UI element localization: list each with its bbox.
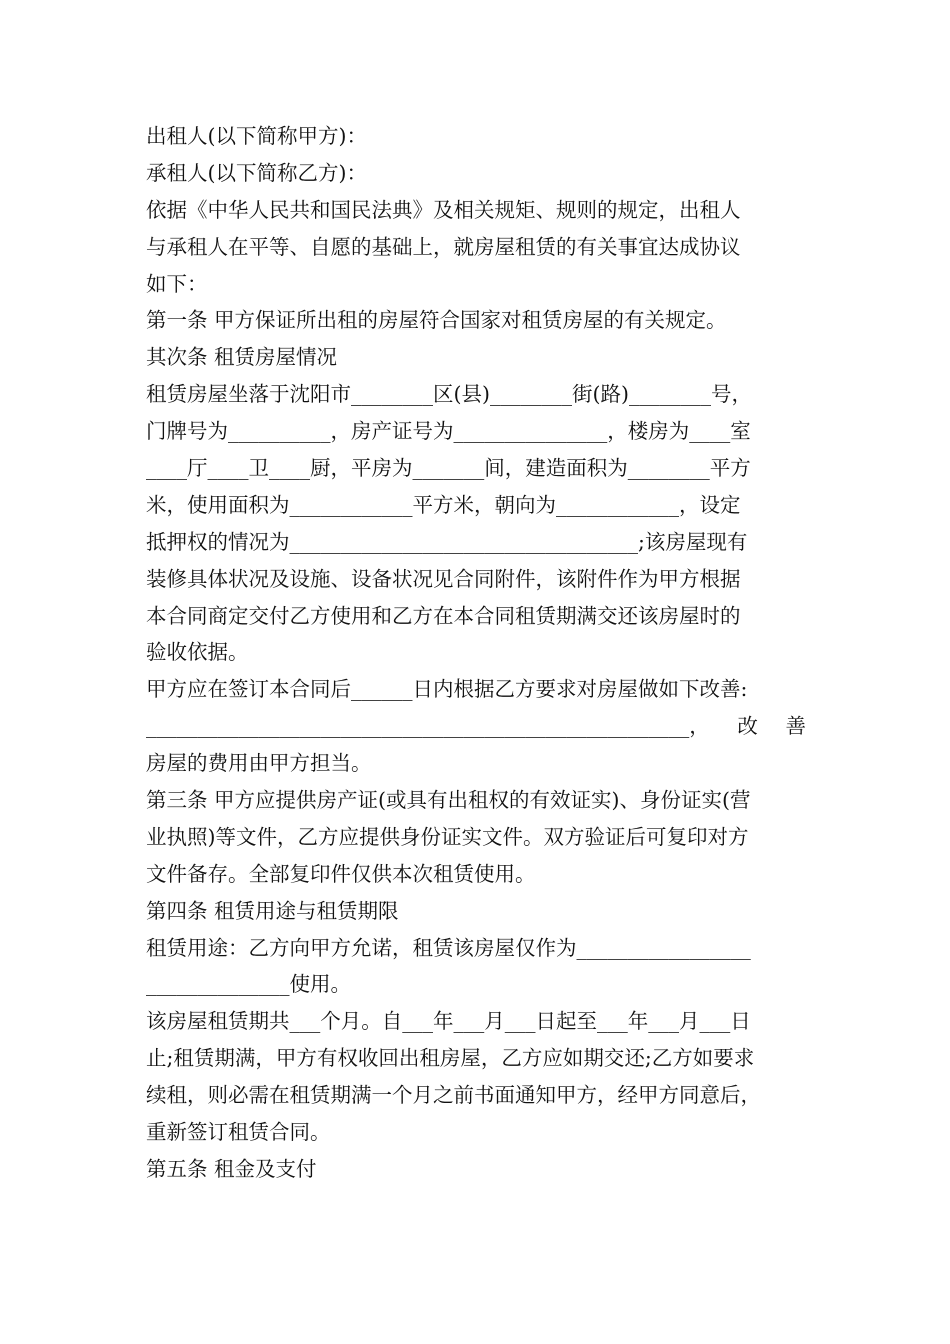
improvement-blank: _____________________________________________________， (146, 714, 710, 739)
article-4-line-1: 租赁用途：乙方向甲方允诺，租赁该房屋仅作为_________________ (146, 935, 751, 960)
article-3-line-3: 文件备存。全部复印件仅供本次租赁使用。 (146, 861, 536, 886)
article-1-line: 第一条 甲方保证所出租的房屋符合国家对租赁房屋的有关规定。 (146, 308, 727, 333)
article-2-heading: 其次条 租赁房屋情况 (146, 345, 338, 370)
contract-page (146, 118, 806, 1188)
article-2-line-6: 装修具体状况及设施、设备状况见合同附件，该附件作为甲方根据 (146, 566, 741, 591)
improvement-word-1: 改 (737, 714, 758, 739)
article-3-line-2: 业执照)等文件，乙方应提供身份证实文件。双方验证后可复印对方 (146, 824, 749, 849)
improvement-line-3: 房屋的费用由甲方担当。 (146, 751, 372, 776)
article-4-line-6: 重新签订租赁合同。 (146, 1120, 331, 1145)
article-2-line-3: ____厅____卫____厨，平房为_______间，建造面积为________平方 (146, 456, 751, 481)
article-4-line-2: ______________使用。 (146, 972, 351, 997)
improvement-line-2 (146, 708, 806, 745)
lessee-line: 承租人(以下简称乙方)： (146, 160, 367, 185)
article-2-line-4: 米，使用面积为____________平方米，朝向为____________，设定 (146, 492, 741, 517)
article-2-line-5: 抵押权的情况为__________________________________;该房屋现有 (146, 529, 748, 554)
preamble-line-3: 如下： (146, 271, 208, 296)
article-2-line-2: 门牌号为__________，房产证号为_______________，楼房为____室 (146, 419, 751, 444)
article-4-line-3: 该房屋租赁期共___个月。自___年___月___日起至___年___月___日 (146, 1009, 751, 1034)
article-5-heading: 第五条 租金及支付 (146, 1156, 317, 1181)
article-2-line-8: 验收依据。 (146, 640, 249, 665)
article-3-line-1: 第三条 甲方应提供房产证(或具有出租权的有效证实)、身份证实(营 (146, 788, 751, 813)
article-4-line-4: 止;租赁期满，甲方有权收回出租房屋，乙方应如期交还;乙方如要求 (146, 1046, 755, 1071)
article-2-line-1: 租赁房屋坐落于沈阳市________区(县)________街(路)________号， (146, 382, 752, 407)
lessor-line: 出租人(以下简称甲方)： (146, 124, 367, 148)
article-4-heading: 第四条 租赁用途与租赁期限 (146, 898, 399, 923)
improvement-line-1: 甲方应在签订本合同后______日内根据乙方要求对房屋做如下改善: (146, 677, 748, 702)
preamble-line-2: 与承租人在平等、自愿的基础上，就房屋租赁的有关事宜达成协议 (146, 234, 741, 259)
improvement-word-2: 善 (785, 714, 806, 739)
preamble-line-1: 依据《中华人民共和国民法典》及相关规矩、规则的规定，出租人 (146, 197, 741, 222)
article-4-line-5: 续租，则必需在租赁期满一个月之前书面通知甲方，经甲方同意后， (146, 1083, 761, 1108)
article-2-line-7: 本合同商定交付乙方使用和乙方在本合同租赁期满交还该房屋时的 (146, 603, 741, 628)
